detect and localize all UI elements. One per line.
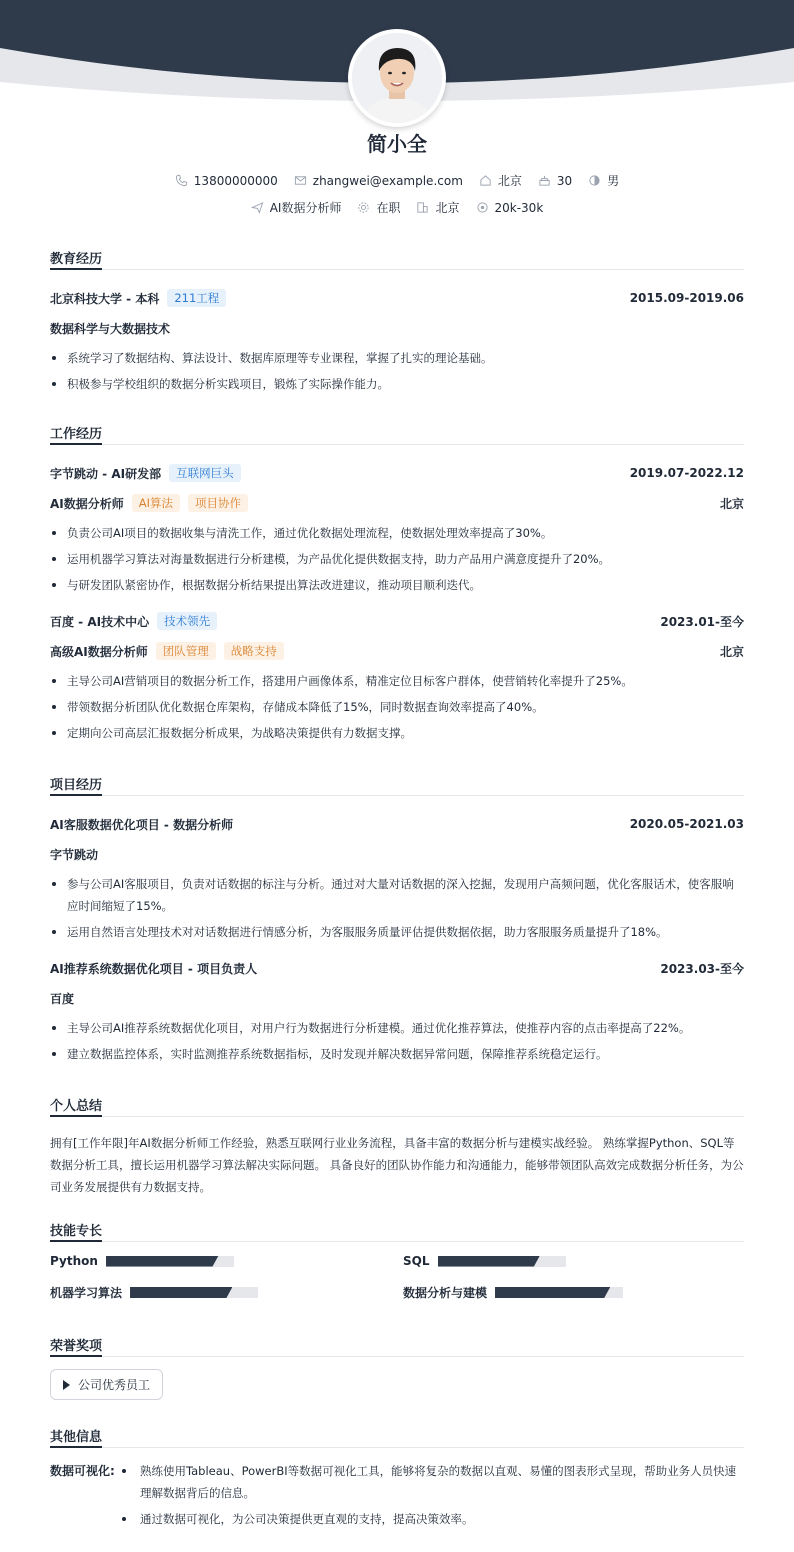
age-text: 30 [556, 173, 573, 188]
candidate-name: 简小全 [367, 132, 427, 156]
skill-bar-fill [130, 1287, 232, 1298]
role-tag: 项目协作 [188, 494, 248, 512]
skill-item [403, 1284, 744, 1301]
avatar [348, 29, 446, 127]
project-header [50, 813, 744, 835]
list-item: 熟练使用Tableau、PowerBI等数据可视化工具，能够将复杂的数据以直观、易懂的图表形式呈现，帮助业务人员快速理解数据背后的信息。 [120, 1460, 744, 1504]
company-name: 百度 - AI技术中心 [50, 614, 150, 629]
gender-info [588, 172, 619, 189]
status-info [357, 199, 400, 216]
role-tag: 战略支持 [224, 642, 284, 660]
job-city: 北京 [719, 496, 744, 511]
project-company: 百度 [50, 991, 75, 1006]
section-title: 荣誉奖项 [50, 1335, 744, 1357]
projects-section [50, 774, 744, 1065]
other-section [50, 1426, 744, 1530]
skill-item [50, 1284, 403, 1301]
skill-bar-fill [495, 1287, 610, 1298]
location-text: 北京 [497, 174, 522, 188]
skill-name: 数据分析与建模 [403, 1286, 488, 1300]
skill-bar [438, 1256, 566, 1267]
skill-bar [130, 1287, 258, 1298]
status-text: 在职 [376, 201, 401, 215]
project-date: 2020.05-2021.03 [629, 817, 744, 831]
skill-item [50, 1254, 403, 1268]
section-title: 个人总结 [50, 1095, 744, 1117]
salary-text: 20k-30k [494, 200, 544, 215]
award-text: 公司优秀员工 [78, 1378, 151, 1392]
project-name: AI推荐系统数据优化项目 - 项目负责人 [50, 961, 258, 976]
other-info [50, 1460, 744, 1530]
email-text: zhangwei@example.com [312, 173, 463, 188]
major: 数据科学与大数据技术 [50, 321, 171, 336]
honors-section [50, 1335, 744, 1400]
job-date: 2019.07-2022.12 [629, 466, 744, 480]
home-icon [479, 174, 492, 187]
gender-icon [588, 174, 601, 187]
job-role-row [50, 640, 744, 662]
education-section [50, 248, 744, 395]
position-text: AI数据分析师 [269, 201, 342, 215]
building-icon [416, 201, 429, 214]
list-item: 参与公司AI客服项目，负责对话数据的标注与分析。通过对大量对话数据的深入挖掘，发现用户高频问题，优化客服话术，使客服响应时间缩短了15%。 [50, 873, 744, 917]
list-item: 主导公司AI营销项目的数据分析工作，搭建用户画像体系，精准定位目标客户群体，使营销转化率提升了25%。 [50, 670, 744, 692]
company-tag: 互联网巨头 [169, 464, 241, 482]
skill-bar-fill [438, 1256, 540, 1267]
section-title: 其他信息 [50, 1426, 744, 1448]
role-tag: 团队管理 [156, 642, 216, 660]
company-name: 字节跳动 - AI研发部 [50, 466, 162, 481]
school-name: 北京科技大学 - 本科 [50, 291, 160, 306]
job-bullets [50, 522, 744, 596]
role-name: AI数据分析师 [50, 496, 124, 511]
job-role-row [50, 492, 744, 514]
project-company: 字节跳动 [50, 847, 99, 862]
award-item[interactable] [50, 1369, 163, 1400]
list-item: 主导公司AI推荐系统数据优化项目，对用户行为数据进行分析建模。通过优化推荐算法，使推荐内容的点击率提高了22%。 [50, 1017, 744, 1039]
job-header [50, 462, 744, 484]
project-name: AI客服数据优化项目 - 数据分析师 [50, 817, 234, 832]
education-date: 2015.09-2019.06 [629, 291, 744, 305]
age-info [538, 172, 572, 189]
list-item: 带领数据分析团队优化数据仓库架构，存储成本降低了15%，同时数据查询效率提高了40%。 [50, 696, 744, 718]
position-info [251, 199, 342, 216]
skill-bar [495, 1287, 623, 1298]
skill-bar [106, 1256, 234, 1267]
phone-info [175, 172, 278, 189]
project-date: 2023.03-至今 [660, 961, 744, 976]
gender-text: 男 [607, 174, 620, 188]
mail-icon [294, 174, 307, 187]
skill-bar-fill [106, 1256, 219, 1267]
project-bullets [50, 1017, 744, 1065]
avatar-photo-icon [352, 33, 442, 123]
skill-name: 机器学习算法 [50, 1286, 123, 1300]
gear-icon [357, 201, 370, 214]
job-header [50, 610, 744, 632]
job-date: 2023.01-至今 [660, 614, 744, 629]
skills-section [50, 1220, 744, 1301]
job-bullets [50, 670, 744, 744]
other-label: 数据可视化: [50, 1464, 115, 1478]
role-name: 高级AI数据分析师 [50, 644, 148, 659]
school-tag: 211工程 [167, 289, 226, 307]
list-item: 定期向公司高层汇报数据分析成果，为战略决策提供有力数据支撑。 [50, 722, 744, 744]
education-header [50, 287, 744, 309]
list-item: 运用自然语言处理技术对对话数据进行情感分析，为客服服务质量评估提供数据依据，助力客服服务质量提升了18%。 [50, 921, 744, 943]
skill-name: SQL [403, 1254, 430, 1268]
list-item: 通过数据可视化，为公司决策提供更直观的支持，提高决策效率。 [120, 1508, 744, 1530]
job-city: 北京 [719, 644, 744, 659]
other-bullets [120, 1460, 744, 1530]
email-info [294, 172, 463, 189]
education-bullets [50, 347, 744, 395]
list-item: 系统学习了数据结构、算法设计、数据库原理等专业课程，掌握了扎实的理论基础。 [50, 347, 744, 369]
work-section [50, 423, 744, 744]
skill-item [403, 1254, 744, 1268]
location-info [479, 172, 522, 189]
phone-text: 13800000000 [193, 173, 278, 188]
skills-grid [50, 1254, 744, 1301]
list-item: 建立数据监控体系，实时监测推荐系统数据指标，及时发现并解决数据异常问题，保障推荐系统稳定运行。 [50, 1043, 744, 1065]
play-icon [63, 1380, 70, 1390]
project-bullets [50, 873, 744, 943]
list-item: 负责公司AI项目的数据收集与清洗工作，通过优化数据处理流程，使数据处理效率提高了30%。 [50, 522, 744, 544]
company-tag: 技术领先 [157, 612, 217, 630]
section-title: 工作经历 [50, 423, 744, 445]
section-title: 技能专长 [50, 1220, 744, 1242]
section-title: 教育经历 [50, 248, 744, 270]
summary-section [50, 1095, 744, 1198]
target-city-text: 北京 [435, 201, 460, 215]
summary-text: 拥有[工作年限]年AI数据分析师工作经验，熟悉互联网行业业务流程，具备丰富的数据分析与建模实战经验。 熟练掌握Python、SQL等数据分析工具，擅长运用机器学习算法解决实际问题。 具备良好的团队协作能力和沟通能力，能够带领团队高效完成数据分析任务，为公司业务发展提供有力数据支持。 [50, 1136, 744, 1194]
cake-icon [538, 174, 551, 187]
target-city-info [416, 199, 459, 216]
contact-row [0, 172, 794, 189]
list-item: 与研发团队紧密协作，根据数据分析结果提出算法改进建议，推动项目顺利迭代。 [50, 574, 744, 596]
project-header [50, 957, 744, 979]
coin-icon [476, 201, 489, 214]
skill-name: Python [50, 1254, 98, 1268]
send-icon [251, 201, 264, 214]
list-item: 积极参与学校组织的数据分析实践项目，锻炼了实际操作能力。 [50, 373, 744, 395]
section-title: 项目经历 [50, 774, 744, 796]
job-intent-row [0, 199, 794, 216]
phone-icon [175, 174, 188, 187]
list-item: 运用机器学习算法对海量数据进行分析建模，为产品优化提供数据支持，助力产品用户满意度提升了20%。 [50, 548, 744, 570]
salary-info [476, 199, 544, 216]
role-tag: AI算法 [132, 494, 180, 512]
